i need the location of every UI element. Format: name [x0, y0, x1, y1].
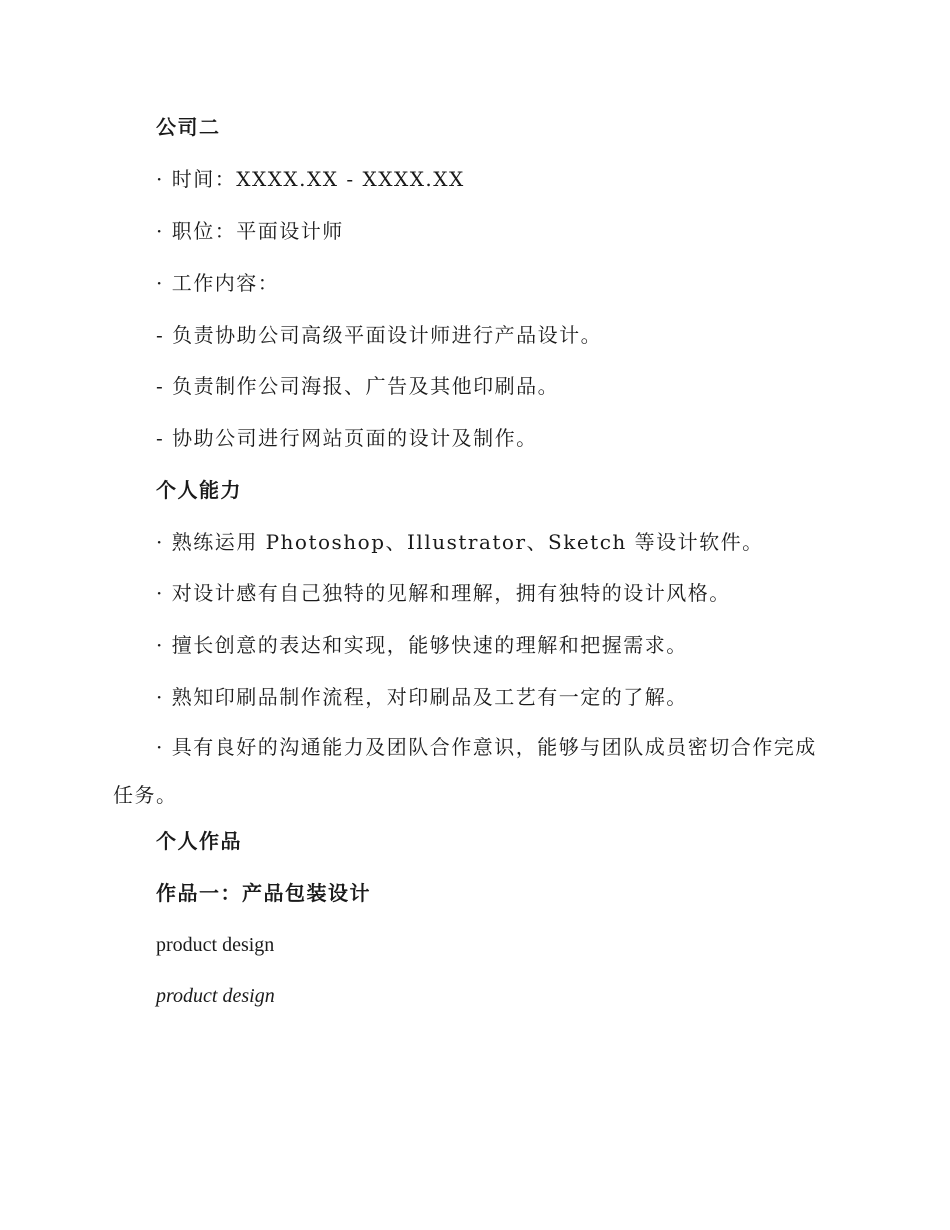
company2-time: · 时间：XXXX.XX - XXXX.XX — [156, 167, 465, 191]
section-heading-works: 个人作品 — [156, 829, 242, 853]
work1-title: 作品一：产品包装设计 — [156, 881, 371, 905]
company2-content-label: · 工作内容： — [156, 271, 280, 295]
section-heading-company2: 公司二 — [156, 115, 221, 139]
company2-position: · 职位：平面设计师 — [156, 219, 344, 243]
work1-line2: product design — [156, 985, 275, 1007]
work1-line1: product design — [156, 934, 275, 956]
skill-item: · 熟练运用 Photoshop、Illustrator、Sketch 等设计软件。 — [156, 530, 764, 554]
skill-item: · 熟知印刷品制作流程，对印刷品及工艺有一定的了解。 — [156, 685, 688, 709]
skill-item: · 擅长创意的表达和实现，能够快速的理解和把握需求。 — [156, 633, 688, 657]
section-heading-skills: 个人能力 — [156, 478, 242, 502]
skill-item-wrapped: · 具有良好的沟通能力及团队合作意识，能够与团队成员密切合作完成任务。 — [113, 735, 817, 807]
duty-item: - 负责协助公司高级平面设计师进行产品设计。 — [156, 323, 603, 347]
duty-item: - 负责制作公司海报、广告及其他印刷品。 — [156, 374, 560, 398]
skill-item: · 对设计感有自己独特的见解和理解，拥有独特的设计风格。 — [156, 581, 731, 605]
duty-item: - 协助公司进行网站页面的设计及制作。 — [156, 426, 538, 450]
